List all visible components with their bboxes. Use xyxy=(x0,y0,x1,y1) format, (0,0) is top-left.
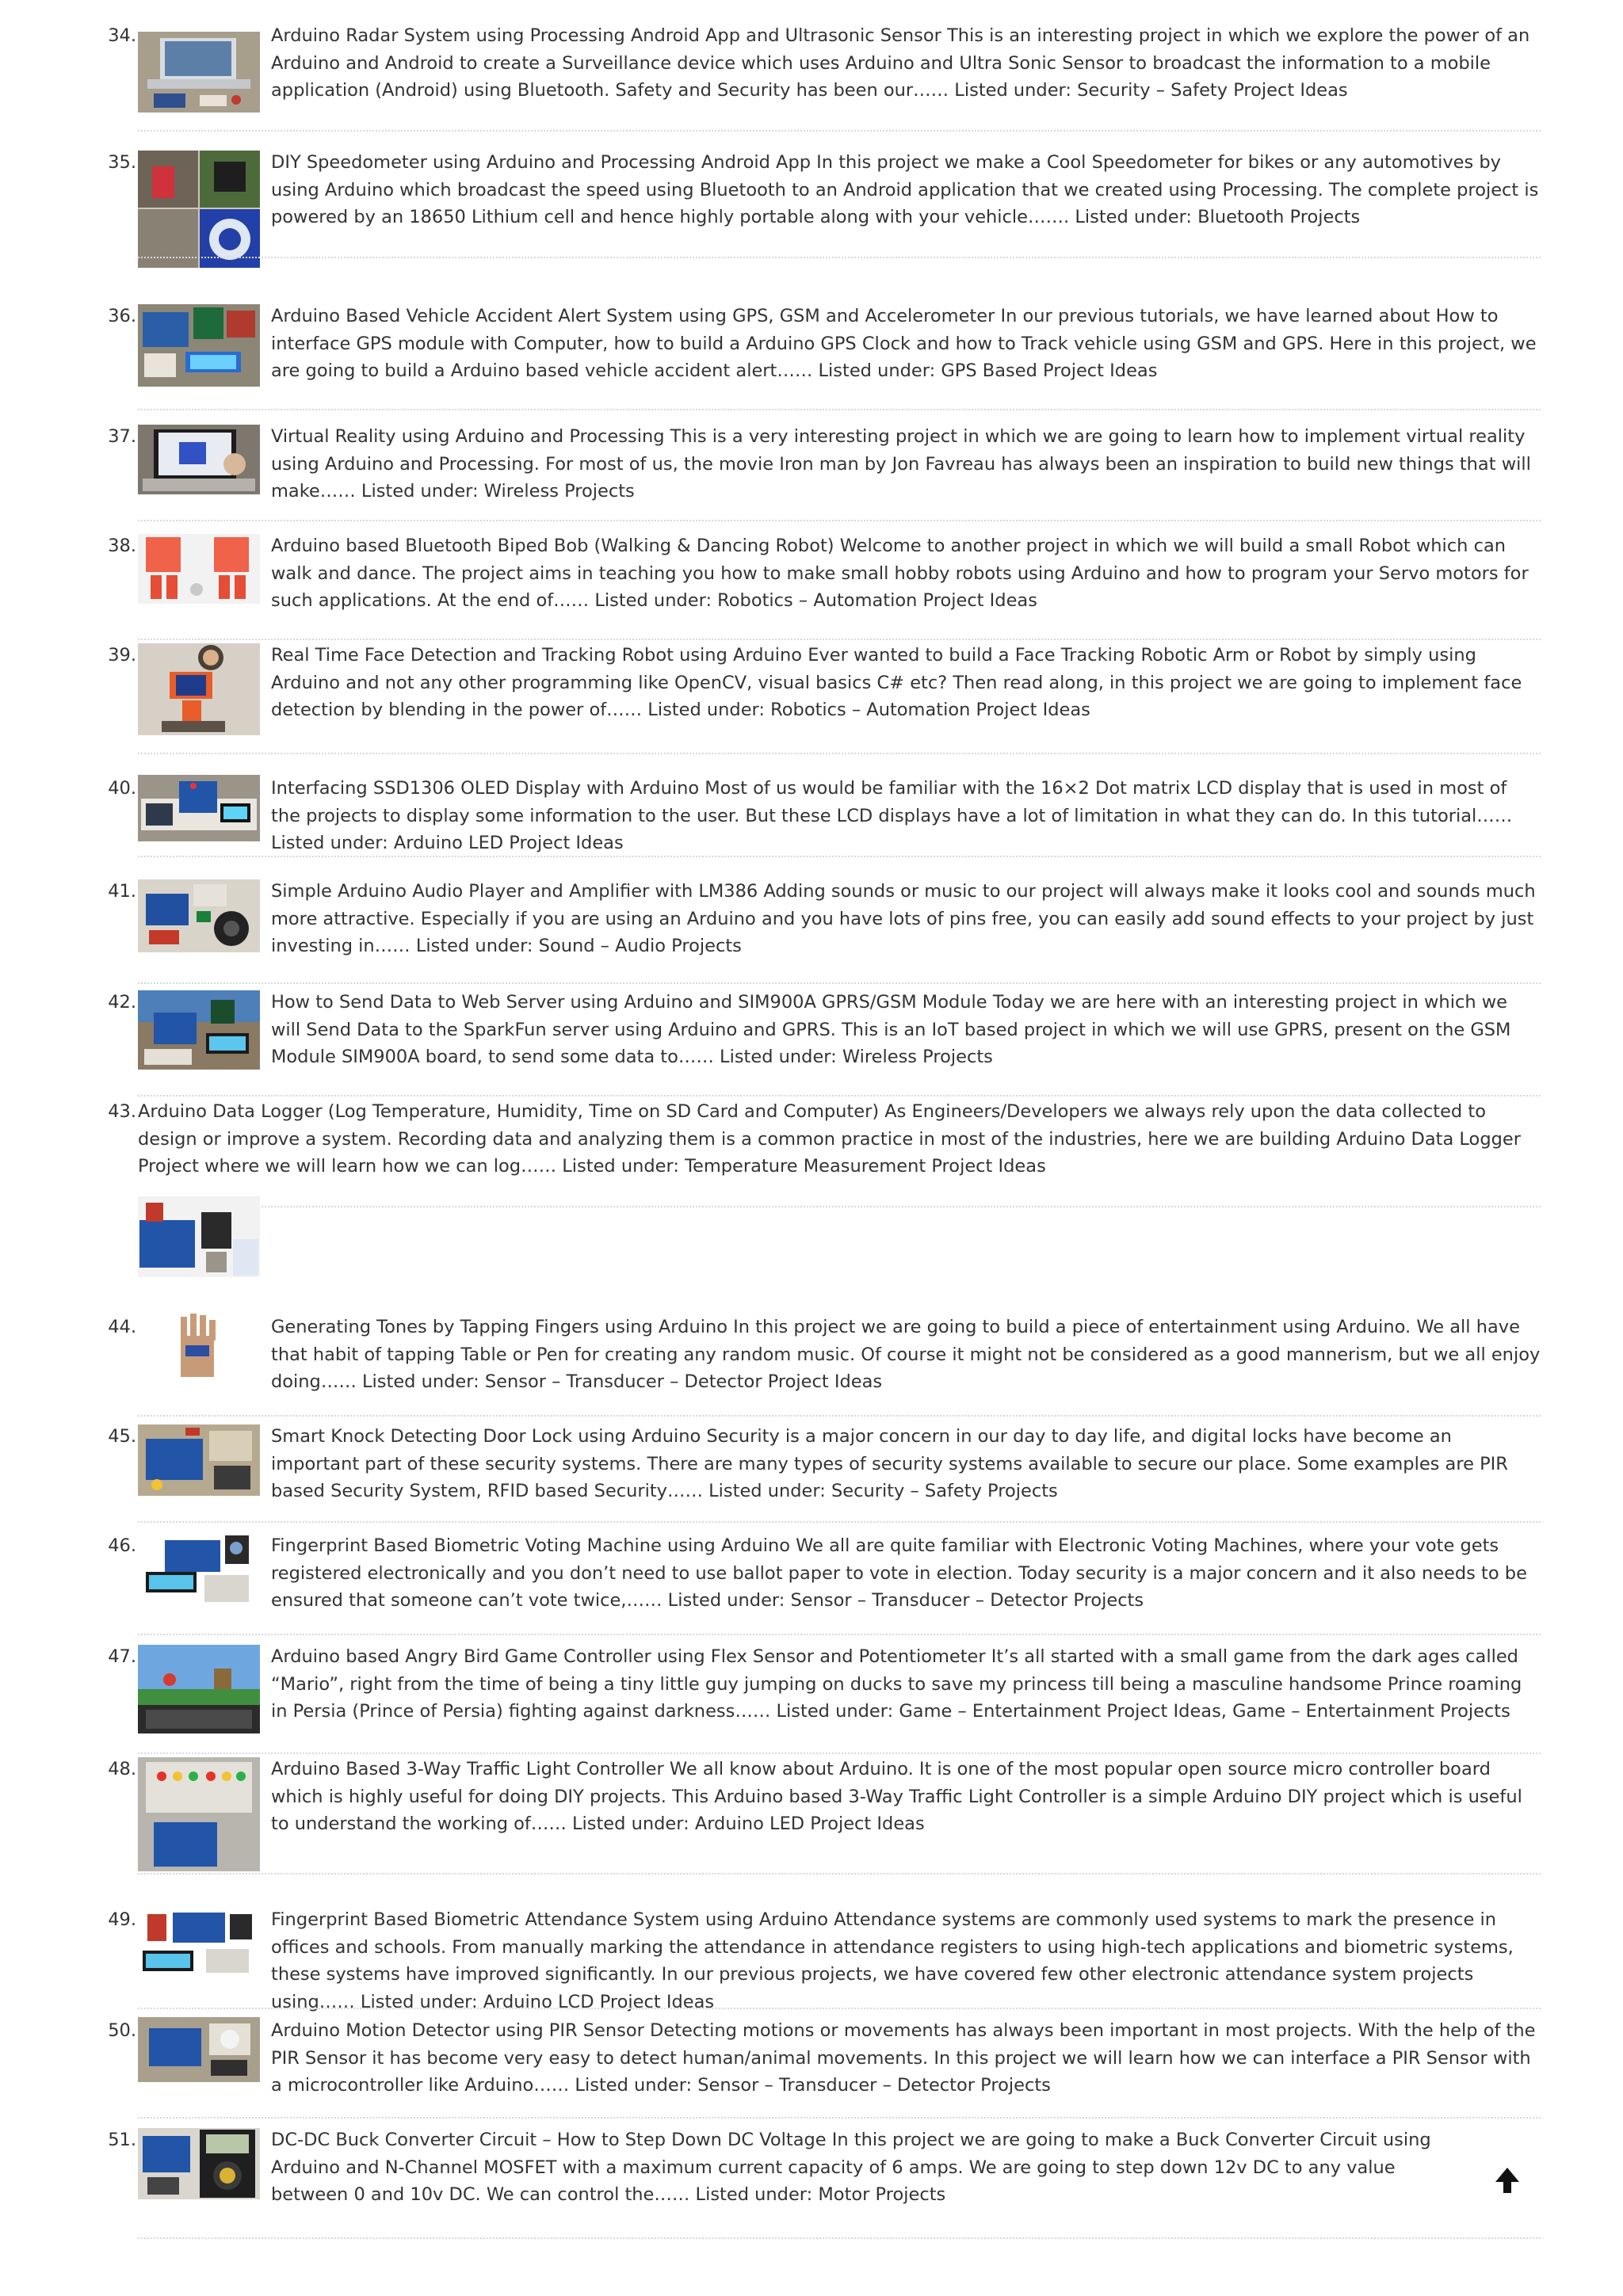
item-divider xyxy=(138,1206,1541,1207)
project-description[interactable]: Arduino based Bluetooth Biped Bob (Walking & Dancing Robot) Welcome to another project in which we will build a small Robot which can walk and dance. The project aims in teaching you how to make small hobby robots using Arduino and how to program your Servo motors for such applications. At the end of…… Listed under: Robotics – Automation Project Ideas xyxy=(271,536,1529,611)
arrow-up-icon xyxy=(1493,2166,1522,2195)
item-divider xyxy=(138,639,1541,640)
project-description[interactable]: Arduino Motion Detector using PIR Sensor Detecting motions or movements has always been important in most projects. With the help of the PIR Sensor it has become very easy to detect human/animal movements. In this project we will learn how we can interface a PIR Sensor with a microcontroller like Arduino…… Listed under: Sensor – Transducer – Detector Projects xyxy=(271,2020,1536,2096)
item-number: 49. xyxy=(108,1909,136,1930)
project-description[interactable]: Fingerprint Based Biometric Attendance System using Arduino Attendance systems are commonly used systems to mark the presence in offices and schools. From manually marking the attendance in attendance registers to using high-tech applications and biometric systems, these systems have improved significantly. In our previous projects, we have covered few other electronic attendance system projects using…… Listed under: Arduino LCD Project Ideas xyxy=(271,1909,1514,2012)
project-description[interactable]: Simple Arduino Audio Player and Amplifier with LM386 Adding sounds or music to our project will always make it looks cool and sounds much more attractive. Especially if you are using an Arduino and you have lots of pins free, you can easily add sound effects to your project by just investing in…… Listed under: Sound – Audio Projects xyxy=(271,881,1536,956)
item-divider xyxy=(138,2117,1541,2119)
item-number: 45. xyxy=(108,1426,136,1447)
item-divider xyxy=(138,1521,1541,1523)
project-thumbnail[interactable] xyxy=(162,1314,236,1383)
project-thumbnail[interactable] xyxy=(138,2017,260,2082)
project-thumbnail[interactable] xyxy=(138,1425,260,1496)
item-number: 34. xyxy=(108,25,136,46)
item-divider xyxy=(138,2237,1541,2239)
item-divider xyxy=(138,1415,1541,1417)
item-number: 35. xyxy=(108,152,136,173)
item-divider xyxy=(138,1095,1541,1097)
item-number: 51. xyxy=(108,2130,136,2150)
item-number: 40. xyxy=(108,778,136,799)
project-description[interactable]: Real Time Face Detection and Tracking Robot using Arduino Ever wanted to build a Face Tracking Robotic Arm or Robot by simply using Arduino and not any other programming like OpenCV, visual basics C# etc? Then read along, in this project we are going to implement face detection by blending in the power of…… Listed under: Robotics – Automation Project Ideas xyxy=(271,645,1522,720)
project-description[interactable]: Generating Tones by Tapping Fingers using Arduino In this project we are going to build a piece of entertainment using Arduino. We all have that habit of tapping Table or Pen for creating any random music. Of course it might not be considered as a good mannerism, but we all enjoy doing…… Listed under: Sensor – Transducer – Detector Project Ideas xyxy=(271,1317,1541,1392)
item-number: 42. xyxy=(108,992,136,1013)
project-thumbnail[interactable] xyxy=(138,425,260,494)
item-divider xyxy=(138,1753,1541,1754)
project-thumbnail[interactable] xyxy=(138,1196,260,1277)
project-description[interactable]: Arduino Data Logger (Log Temperature, Humidity, Time on SD Card and Computer) As Engineers/Developers we always rely upon the data collected to design or improve a system. Recording data and analyzing them is a common practice in most of the industries, here we are building Arduino Data Logger Project where we will learn how we can log…… Listed under: Temperature Measurement Project Ideas xyxy=(138,1101,1521,1177)
item-divider xyxy=(138,2008,1541,2009)
project-thumbnail[interactable] xyxy=(138,1532,260,1608)
item-divider xyxy=(138,982,1541,984)
project-thumbnail[interactable] xyxy=(138,304,260,387)
item-number: 46. xyxy=(108,1535,136,1556)
project-thumbnail[interactable] xyxy=(138,1645,260,1733)
item-divider xyxy=(138,520,1541,521)
item-number: 37. xyxy=(108,426,136,447)
item-number: 44. xyxy=(108,1317,136,1337)
item-divider xyxy=(138,130,1541,132)
project-thumbnail[interactable] xyxy=(138,151,260,268)
project-thumbnail[interactable] xyxy=(138,2128,260,2199)
project-thumbnail[interactable] xyxy=(138,775,260,841)
project-thumbnail[interactable] xyxy=(138,990,260,1070)
project-thumbnail[interactable] xyxy=(138,643,260,735)
item-number: 38. xyxy=(108,536,136,556)
item-number: 48. xyxy=(108,1759,136,1779)
project-description[interactable]: Arduino Radar System using Processing Android App and Ultrasonic Sensor This is an interesting project in which we explore the power of an Arduino and Android to create a Surveillance device which uses Arduino and Ultra Sonic Sensor to broadcast the information to a mobile application (Android) using Bluetooth. Safety and Security has been our…… Listed under: Security – Safety Project Ideas xyxy=(271,25,1530,101)
project-description[interactable]: DIY Speedometer using Arduino and Processing Android App In this project we make a Cool Speedometer for bikes or any automotives by using Arduino which broadcast the speed using Bluetooth to an Android application that we created using Processing. The complete project is powered by an 18650 Lithium cell and hence highly portable along with your vehicle……. Listed under: Bluetooth Projects xyxy=(271,152,1539,227)
item-number: 39. xyxy=(108,645,136,666)
project-description[interactable]: Arduino Based Vehicle Accident Alert System using GPS, GSM and Accelerometer In our previous tutorials, we have learned about How to interface GPS module with Computer, how to build a Arduino GPS Clock and how to Track vehicle using GSM and GPS. Here in this project, we are going to build a Arduino based vehicle accident alert…… Listed under: GPS Based Project Ideas xyxy=(271,306,1537,381)
item-number: 41. xyxy=(108,881,136,902)
item-divider xyxy=(138,257,1541,258)
project-description[interactable]: Virtual Reality using Arduino and Processing This is a very interesting project in which we are going to learn how to implement virtual reality using Arduino and Processing. For most of us, the movie Iron man by Jon Favreau has always been an inspiration to build new things that will make…… Listed under: Wireless Projects xyxy=(271,426,1531,502)
project-thumbnail[interactable] xyxy=(138,1757,260,1871)
project-thumbnail[interactable] xyxy=(138,534,260,604)
project-description[interactable]: Smart Knock Detecting Door Lock using Arduino Security is a major concern in our day to day life, and digital locks have become an important part of these security systems. There are many types of security systems available to secure our place. Some examples are PIR based Security System, RFID based Security…… Listed under: Security – Safety Projects xyxy=(271,1426,1508,1501)
item-number: 50. xyxy=(108,2020,136,2041)
project-description[interactable]: Fingerprint Based Biometric Voting Machine using Arduino We all are quite familiar with Electronic Voting Machines, where your vote gets registered electronically and you don’t need to use ballot paper to vote in election. Today security is a major concern and it also needs to be ensured that someone can’t vote twice,…… Listed under: Sensor – Transducer – Detector Projects xyxy=(271,1535,1527,1611)
project-description[interactable]: Arduino based Angry Bird Game Controller using Flex Sensor and Potentiometer It’s all started with a small game from the dark ages called “Mario”, right from the time of being a tiny little guy jumping on ducks to save my princess till being a masculine handsome Prince roaming in Persia (Prince of Persia) fighting against darkness…… Listed under: Game – Entertainment Project Ideas, Game – Entertainment Projects xyxy=(271,1646,1522,1722)
item-divider xyxy=(138,1873,1541,1875)
item-number: 47. xyxy=(108,1646,136,1667)
project-description[interactable]: Arduino Based 3-Way Traffic Light Controller We all know about Arduino. It is one of the most popular open source micro controller board which is highly useful for doing DIY projects. This Arduino based 3-Way Traffic Light Controller is a simple Arduino DIY project which is useful to understand the working of…… Listed under: Arduino LED Project Ideas xyxy=(271,1759,1522,1834)
item-divider xyxy=(138,753,1541,754)
back-to-top-button[interactable] xyxy=(1493,2166,1522,2195)
item-number: 43. xyxy=(108,1101,136,1122)
item-divider xyxy=(138,1634,1541,1635)
project-description[interactable]: How to Send Data to Web Server using Arduino and SIM900A GPRS/GSM Module Today we are here with an interesting project in which we will Send Data to the SparkFun server using Arduino and GPRS. This is an IoT based project in which we will use GPRS, present on the GSM Module SIM900A board, to send some data to…… Listed under: Wireless Projects xyxy=(271,992,1511,1067)
project-thumbnail[interactable] xyxy=(138,1906,260,1982)
project-description[interactable]: Interfacing SSD1306 OLED Display with Arduino Most of us would be familiar with the 16×2 Dot matrix LCD display that is used in most of the projects to display some information to the user. But these LCD displays have a lot of limitation in what they can do. In this tutorial…… Listed under: Arduino LED Project Ideas xyxy=(271,778,1513,853)
project-thumbnail[interactable] xyxy=(138,32,260,113)
item-divider xyxy=(138,856,1541,857)
project-thumbnail[interactable] xyxy=(138,879,260,952)
item-number: 36. xyxy=(108,306,136,326)
project-description[interactable]: DC-DC Buck Converter Circuit – How to Step Down DC Voltage In this project we are going to make a Buck Converter Circuit using Arduino and N-Channel MOSFET with a maximum current capacity of 6 amps. We are going to step down 12v DC to any value between 0 and 10v DC. We can control the…… Listed under: Motor Projects xyxy=(271,2130,1431,2205)
item-divider xyxy=(138,409,1541,410)
